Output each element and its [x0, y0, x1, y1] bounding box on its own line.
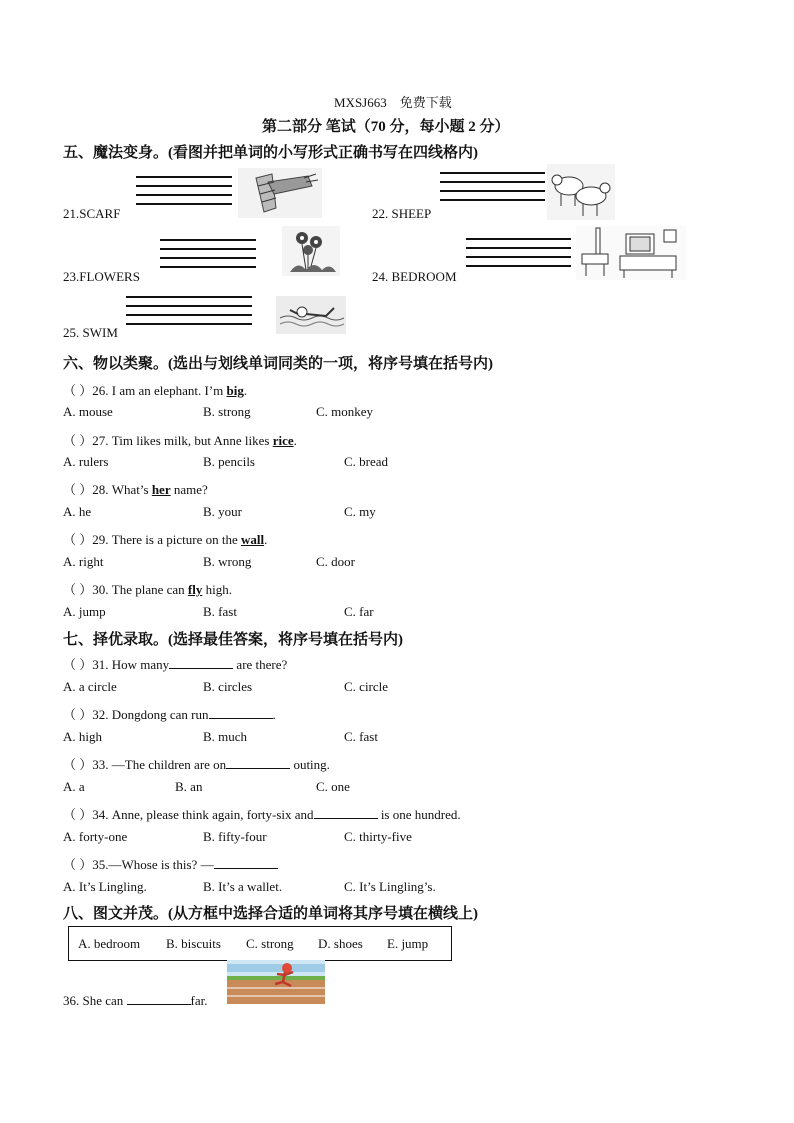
option-b[interactable]: B. fifty-four: [203, 829, 267, 844]
option-c[interactable]: C. far: [344, 604, 374, 619]
word-option: E. jump: [387, 936, 429, 951]
answer-blank[interactable]: [169, 656, 233, 669]
option-a[interactable]: A. forty-one: [63, 829, 128, 844]
option-b[interactable]: B. an: [175, 779, 203, 794]
bedroom-picture: [576, 226, 686, 280]
item-24-label: 24. BEDROOM: [372, 269, 457, 284]
question-29: （ ）29. There is a picture on the wall.: [63, 532, 268, 547]
question-36: 36. She can far.: [63, 993, 208, 1008]
swim-picture: [276, 296, 346, 334]
flowers-picture: [282, 226, 340, 276]
answer-blank[interactable]: [209, 706, 273, 719]
answer-blank[interactable]: [314, 806, 378, 819]
option-a[interactable]: A. high: [63, 729, 102, 744]
option-b[interactable]: B. fast: [203, 604, 237, 619]
four-line-grid[interactable]: [136, 176, 232, 212]
word-bank-box: [68, 926, 452, 961]
section8-title: 八、图文并茂。(从方框中选择合适的单词将其序号填在横线上): [63, 906, 478, 922]
option-c[interactable]: C. door: [316, 554, 355, 569]
option-b[interactable]: B. your: [203, 504, 242, 519]
word-option: D. shoes: [318, 936, 363, 951]
question-34: （ ）34. Anne, please think again, forty-six and is one hundred.: [63, 807, 461, 822]
key-word: big: [226, 383, 244, 398]
item-21-label: 21.SCARF: [63, 206, 121, 221]
item-23-label: 23.FLOWERS: [63, 269, 140, 284]
section7-title: 七、择优录取。(选择最佳答案，将序号填在括号内): [63, 632, 403, 648]
word-option: B. biscuits: [166, 936, 221, 951]
option-a[interactable]: A. It’s Lingling.: [63, 879, 147, 894]
answer-blank[interactable]: [214, 856, 278, 869]
answer-blank[interactable]: [226, 756, 290, 769]
option-b[interactable]: B. It’s a wallet.: [203, 879, 283, 894]
option-a[interactable]: A. rulers: [63, 454, 109, 469]
answer-blank[interactable]: [127, 992, 191, 1005]
word-option: C. strong: [246, 936, 294, 951]
section6-title: 六、物以类聚。(选出与划线单词同类的一项，将序号填在括号内): [63, 356, 493, 372]
option-b[interactable]: B. wrong: [203, 554, 252, 569]
option-b[interactable]: B. circles: [203, 679, 253, 694]
option-c[interactable]: C. circle: [344, 679, 389, 694]
option-a[interactable]: A. a circle: [63, 679, 117, 694]
item-22-label: 22. SHEEP: [372, 206, 432, 221]
option-b[interactable]: B. pencils: [203, 454, 255, 469]
option-c[interactable]: C. my: [344, 504, 376, 519]
item-25-label: 25. SWIM: [63, 325, 118, 340]
part-title: 第二部分 笔试（70 分，每小题 2 分）: [262, 119, 510, 135]
word-option: A. bedroom: [78, 936, 141, 951]
key-word: fly: [187, 582, 203, 597]
question-27: （ ）27. Tim likes milk, but Anne likes rice.: [63, 433, 297, 448]
question-33: （ ）33. —The children are on outing.: [63, 757, 330, 772]
question-35: （ ）35.—Whose is this? —: [63, 854, 278, 873]
option-b[interactable]: B. strong: [203, 404, 251, 419]
option-c[interactable]: C. It’s Lingling’s.: [344, 879, 436, 894]
four-line-grid[interactable]: [466, 238, 571, 274]
option-c[interactable]: C. one: [316, 779, 350, 794]
section5-title: 五、魔法变身。(看图并把单词的小写形式正确书写在四线格内): [63, 145, 478, 161]
option-c[interactable]: C. thirty-five: [344, 829, 412, 844]
key-word: wall: [240, 532, 265, 547]
four-line-grid[interactable]: [126, 296, 252, 332]
option-a[interactable]: A. jump: [63, 604, 106, 619]
question-32: （ ）32. Dongdong can run .: [63, 707, 276, 722]
option-b[interactable]: B. much: [203, 729, 248, 744]
four-line-grid[interactable]: [160, 239, 256, 275]
key-word: rice: [272, 433, 294, 448]
question-28: （ ）28. What’s her name?: [63, 482, 208, 497]
option-a[interactable]: A. a: [63, 779, 85, 794]
option-c[interactable]: C. monkey: [316, 404, 374, 419]
scarf-picture: [238, 168, 322, 218]
running-girl-picture: [227, 960, 325, 1004]
option-a[interactable]: A. he: [63, 504, 92, 519]
sheep-picture: [547, 164, 615, 220]
question-30: （ ）30. The plane can fly high.: [63, 582, 232, 597]
header-line: [334, 92, 452, 111]
option-a[interactable]: A. mouse: [63, 404, 113, 419]
free-download-label: 免费下载: [399, 95, 452, 110]
key-word: her: [151, 482, 171, 497]
four-line-grid[interactable]: [440, 172, 545, 208]
question-26: （ ）26. I am an elephant. I’m big.: [63, 383, 248, 398]
option-c[interactable]: C. bread: [344, 454, 389, 469]
doc-code: MXSJ663: [334, 95, 387, 110]
question-31: （ ）31. How many are there?: [63, 657, 288, 672]
option-a[interactable]: A. right: [63, 554, 104, 569]
option-c[interactable]: C. fast: [344, 729, 378, 744]
